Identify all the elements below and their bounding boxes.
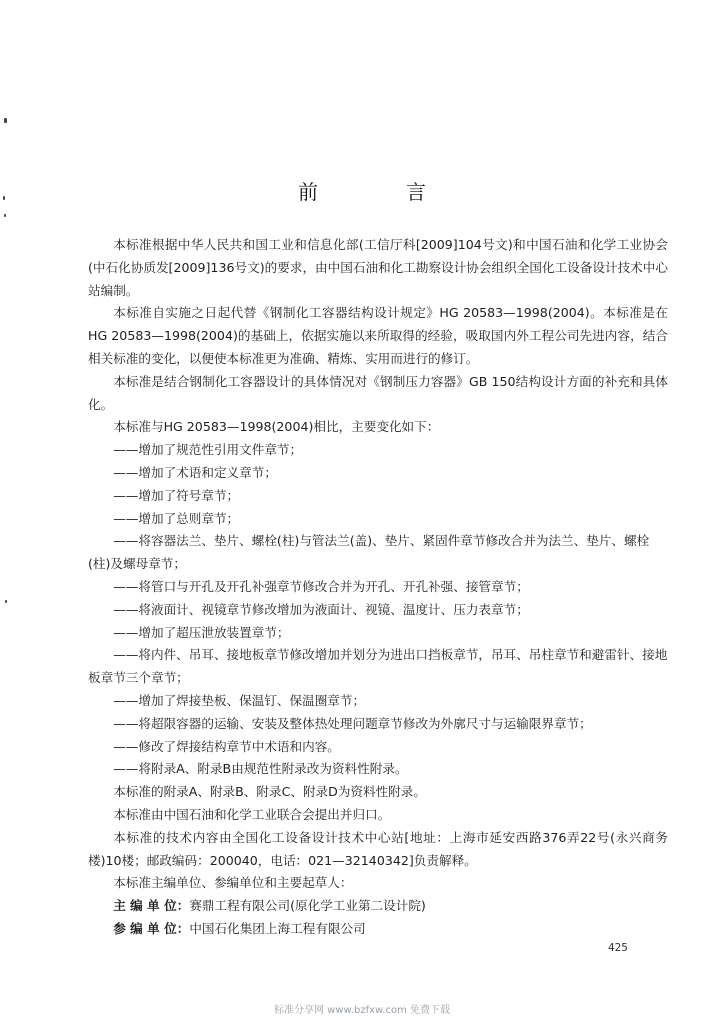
participating-unit-value: 中国石化集团上海工程有限公司: [189, 920, 366, 936]
change-item: ——增加了术语和定义章节；: [113, 464, 277, 480]
chief-unit-label: 主 编 单 位：: [113, 898, 190, 914]
scan-speck: [3, 196, 5, 200]
paragraph-changes-intro: 本标准与HG 20583—1998(2004)相比，主要变化如下：: [113, 419, 440, 435]
scan-speck: [4, 118, 7, 123]
change-item: ——增加了符号章节；: [113, 487, 240, 503]
paragraph-explain: 本标准的技术内容由全国化工设备设计技术中心站[地址：上海市延安西路376弄22号(永兴商务楼)10楼；邮政编码：200040，电话：021—32140342]负责解释。: [88, 829, 668, 868]
paragraph-scope: 本标准是结合钢制化工容器设计的具体情况对《钢制压力容器》GB 150结构设计方面的补充和具体化。: [88, 373, 668, 412]
chief-unit-value: 赛鼎工程有限公司(原化学工业第二设计院): [189, 898, 426, 914]
change-item: ——增加了超压泄放装置章节；: [113, 624, 290, 640]
change-item: ——将附录A、附录B由规范性附录改为资料性附录。: [113, 761, 408, 777]
page-number: 425: [608, 941, 628, 954]
chief-unit-line: [88, 895, 668, 918]
page-title: 前 言: [298, 180, 460, 204]
scan-speck: [5, 600, 7, 603]
preface-body: [88, 234, 668, 941]
scan-speck: [4, 214, 6, 217]
change-item: ——将液面计、视镜章节修改增加为液面计、视镜、温度计、压力表章节；: [113, 601, 529, 617]
change-item: ——将管口与开孔及开孔补强章节修改合并为开孔、开孔补强、接管章节；: [113, 578, 529, 594]
paragraph-basis: 本标准根据中华人民共和国工业和信息化部(工信厅科[2009]104号文)和中国石油和化学工业协会(中石化协质发[2009]136号文)的要求，由中国石油和化工勘察设计协会组织全国化工设备设计技术中心站编制。: [88, 237, 668, 298]
change-item: ——将容器法兰、垫片、螺栓(柱)与管法兰(盖)、垫片、紧固件章节修改合并为法兰、垫片、螺栓(柱)及螺母章节；: [88, 533, 650, 572]
change-item: ——增加了焊接垫板、保温钉、保温圈章节；: [113, 692, 366, 708]
participating-unit-label: 参 编 单 位：: [113, 920, 190, 936]
paragraph-replacement: 本标准自实施之日起代替《钢制化工容器结构设计规定》HG 20583—1998(2004)。本标准是在HG 20583—1998(2004)的基础上，依据实施以来所取得的经验，吸取国内外工程公司先进内容，结合相关标准的变化，以便使本标准更为准确、精炼、实用而进行的修订。: [88, 305, 668, 366]
change-item: ——增加了规范性引用文件章节；: [113, 442, 303, 458]
paragraph-appendix: 本标准的附录A、附录B、附录C、附录D为资料性附录。: [113, 784, 426, 800]
change-item: ——将超限容器的运输、安装及整体热处理问题章节修改为外廓尺寸与运输限界章节；: [113, 715, 592, 731]
paragraph-proposed: 本标准由中国石油和化学工业联合会提出并归口。: [113, 806, 391, 822]
watermark-footer: 标准分享网 www.bzfxw.com 免费下载: [274, 1005, 450, 1016]
participating-unit-line: [88, 918, 668, 941]
changes-list: [88, 439, 668, 781]
change-item: ——增加了总则章节；: [113, 510, 240, 526]
change-item: ——将内件、吊耳、接地板章节修改增加并划分为进出口挡板章节，吊耳、吊柱章节和避雷针、接地板章节三个章节；: [88, 647, 668, 686]
paragraph-drafters: 本标准主编单位、参编单位和主要起草人：: [113, 875, 353, 891]
change-item: ——修改了焊接结构章节中术语和内容。: [113, 738, 340, 754]
